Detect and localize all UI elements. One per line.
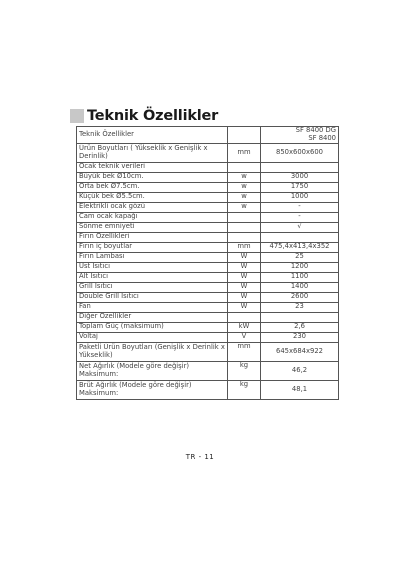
table-row xyxy=(77,292,339,302)
row-value: 1750 xyxy=(261,182,339,192)
row-value xyxy=(261,232,339,242)
row-unit: W xyxy=(228,282,261,292)
row-label: Paketli Ürün Boyutları (Genişlik x Derinlik x Yükseklik) xyxy=(77,342,228,361)
row-value: - xyxy=(261,202,339,212)
table-row xyxy=(77,302,339,312)
row-label: Ürün Boyutları ( Yükseklik x Genişlik x Derinlik) xyxy=(77,143,228,162)
table-row xyxy=(77,262,339,272)
row-unit: kg xyxy=(228,361,261,380)
row-unit: W xyxy=(228,302,261,312)
page-number: TR - 11 xyxy=(185,453,215,461)
row-value: 1000 xyxy=(261,192,339,202)
row-unit: mm xyxy=(228,342,261,361)
header-label: Teknik Özellikler xyxy=(77,127,228,144)
table-row xyxy=(77,202,339,212)
header-model-line1: SF 8400 DG xyxy=(295,126,336,134)
table-row xyxy=(77,322,339,332)
row-label: Elektrikli ocak gözü xyxy=(77,202,228,212)
row-label: Fan xyxy=(77,302,228,312)
table-row xyxy=(77,222,339,232)
row-label: Fırın Lambası xyxy=(77,252,228,262)
row-value: 850x600x600 xyxy=(261,143,339,162)
row-unit: w xyxy=(228,182,261,192)
row-value: 3000 xyxy=(261,172,339,182)
row-label: Double Grill Isıtıcı xyxy=(77,292,228,302)
heading-marker xyxy=(70,109,84,123)
row-unit xyxy=(228,312,261,322)
row-label: Sönme emniyeti xyxy=(77,222,228,232)
table-row xyxy=(77,282,339,292)
row-unit xyxy=(228,232,261,242)
row-value: 25 xyxy=(261,252,339,262)
row-value: 46,2 xyxy=(261,361,339,380)
table-row xyxy=(77,361,339,380)
row-value: 48,1 xyxy=(261,380,339,399)
section-heading xyxy=(70,108,218,124)
table-header-row xyxy=(77,127,339,144)
row-value xyxy=(261,312,339,322)
table-row xyxy=(77,143,339,162)
row-unit: W xyxy=(228,262,261,272)
table-row xyxy=(77,242,339,252)
row-label: Alt Isıtıcı xyxy=(77,272,228,282)
row-unit: V xyxy=(228,332,261,342)
row-value: 1400 xyxy=(261,282,339,292)
table-row xyxy=(77,252,339,262)
row-value: 645x684x922 xyxy=(261,342,339,361)
table-row xyxy=(77,312,339,322)
table-row xyxy=(77,232,339,242)
table-row xyxy=(77,182,339,192)
table-row xyxy=(77,380,339,399)
header-model xyxy=(261,127,339,144)
row-unit: w xyxy=(228,192,261,202)
row-label: Net Ağırlık (Modele göre değişir) Maksimum: xyxy=(77,361,228,380)
row-value: 1100 xyxy=(261,272,339,282)
row-unit: w xyxy=(228,202,261,212)
row-label: Toplam Güç (maksimum) xyxy=(77,322,228,332)
row-label: Büyük bek Ø10cm. xyxy=(77,172,228,182)
row-value: 230 xyxy=(261,332,339,342)
row-unit xyxy=(228,212,261,222)
row-value: 475,4x413,4x352 xyxy=(261,242,339,252)
row-unit: mm xyxy=(228,242,261,252)
row-value: √ xyxy=(261,222,339,232)
table-row xyxy=(77,272,339,282)
row-label: Diğer Özellikler xyxy=(77,312,228,322)
row-label: Orta bek Ø7.5cm. xyxy=(77,182,228,192)
row-value: 23 xyxy=(261,302,339,312)
table-row xyxy=(77,342,339,361)
spec-table xyxy=(76,126,339,400)
row-unit: W xyxy=(228,272,261,282)
row-unit: W xyxy=(228,252,261,262)
row-value: 2600 xyxy=(261,292,339,302)
row-unit: W xyxy=(228,292,261,302)
row-unit: mm xyxy=(228,143,261,162)
row-unit xyxy=(228,222,261,232)
table-row xyxy=(77,332,339,342)
row-label: Fırın Özellikleri xyxy=(77,232,228,242)
table-row xyxy=(77,172,339,182)
row-value: - xyxy=(261,212,339,222)
row-label: Cam ocak kapağı xyxy=(77,212,228,222)
row-label: Küçük bek Ø5.5cm. xyxy=(77,192,228,202)
row-label: Fırın iç boyutlar xyxy=(77,242,228,252)
row-label: Ocak teknik verileri xyxy=(77,162,228,172)
row-label: Üst Isıtıcı xyxy=(77,262,228,272)
row-value: 2,6 xyxy=(261,322,339,332)
row-label: Grill Isıtıcı xyxy=(77,282,228,292)
row-value xyxy=(261,162,339,172)
table-row xyxy=(77,162,339,172)
row-unit: kW xyxy=(228,322,261,332)
table-row xyxy=(77,212,339,222)
header-unit xyxy=(228,127,261,144)
row-unit: kg xyxy=(228,380,261,399)
row-unit xyxy=(228,162,261,172)
row-unit: w xyxy=(228,172,261,182)
row-label: Brüt Ağırlık (Modele göre değişir) Maksimum: xyxy=(77,380,228,399)
page-title: Teknik Özellikler xyxy=(87,108,219,124)
header-model-line2: SF 8400 xyxy=(308,133,336,142)
table-row xyxy=(77,192,339,202)
row-value: 1200 xyxy=(261,262,339,272)
row-label: Voltaj xyxy=(77,332,228,342)
